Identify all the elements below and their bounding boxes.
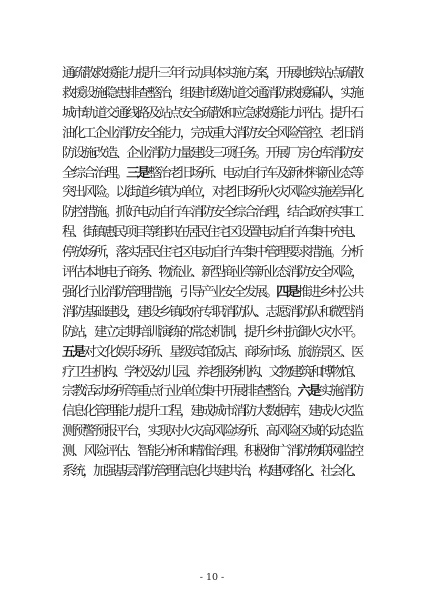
text-run: 实施消防 <box>318 384 362 400</box>
text-line <box>62 323 364 342</box>
text-line <box>62 303 364 322</box>
text-run: 城市轨道交通线路及站点安全疏散和应急救援能力评估。提升石 <box>62 105 362 121</box>
text-line <box>62 402 364 421</box>
text-line <box>62 223 364 242</box>
text-run: 系统，加强基层消防管理信息化共建共治，构建网络化、社会化、 <box>62 464 362 479</box>
text-run: 强化行业消防管理措施，引导产业安全发展。 <box>62 284 277 300</box>
text-line <box>62 442 364 461</box>
text-run: 测、风险评估、智能分析和精准治理。积极推广消防物联网监控 <box>62 444 362 460</box>
text-run: 消防基础建设，建设乡镇政府专职消防队、志愿消防队和微型消 <box>62 304 362 320</box>
page-number: - 10 - <box>199 572 225 583</box>
text-run: 疗卫生机构、学校及幼儿园、养老服务机构、文物建筑和博物馆、 <box>62 364 362 380</box>
text-run: 评估本地电子商务、物流业、新型商业等新业态消防安全风险， <box>62 265 362 280</box>
list-marker: 六是 <box>297 384 319 400</box>
text-line <box>62 243 364 262</box>
text-run: 通疏散救援能力提升三年行动具体实施方案，开展地铁站点疏散 <box>62 66 362 81</box>
text-run: 救援设施隐患排查整治，组建市级轨道交通消防救援编队，实施 <box>62 85 362 101</box>
list-marker: 五是 <box>62 344 84 360</box>
list-marker: 四是 <box>276 284 298 300</box>
text-line <box>62 462 364 481</box>
text-run: 油化工企业消防安全能力，完成重大消防安全风险管控、老旧消 <box>62 125 362 141</box>
text-line <box>62 84 364 103</box>
text-line <box>62 382 364 401</box>
text-line <box>62 343 364 362</box>
text-run: 全综合治理。 <box>62 165 127 181</box>
text-line <box>62 363 364 382</box>
text-run: 防站，建立定期培训演练的常态机制，提升乡村抗御火灾水平。 <box>62 324 362 340</box>
text-line <box>62 183 364 202</box>
text-line <box>62 124 364 143</box>
text-line <box>62 422 364 441</box>
text-line <box>62 263 364 282</box>
text-run: 推进乡村公共 <box>297 284 362 300</box>
text-run: 宗教活动场所等重点行业单位集中开展排查整治。 <box>62 384 298 400</box>
text-run: 整治老旧场所、电动自行车及新材料新业态等 <box>147 165 362 181</box>
text-run: 对文化娱乐场所、星级宾馆饭店、商场市场、旅游景区、医 <box>83 344 362 360</box>
text-line <box>62 64 364 83</box>
text-run: 测预警预报平台，实现对火灾高风险场所、高风险区域的动态监 <box>62 424 362 440</box>
text-run: 程、街镇惠民项目等组织在居民住宅区设置电动自行车集中充电、 <box>62 225 362 241</box>
list-marker: 三是 <box>126 165 148 181</box>
text-line <box>62 104 364 123</box>
text-line <box>62 164 364 183</box>
text-line <box>62 283 364 302</box>
text-run: 防控措施。抓好电动自行车消防安全综合治理，结合政府实事工 <box>62 205 362 221</box>
text-run: 防设施改造、企业消防力量建设三项任务。开展厂房仓库消防安 <box>62 145 362 161</box>
text-run: 停放场所，落实居民住宅区电动自行车集中管理要求措施。分析 <box>62 245 362 261</box>
text-line <box>62 203 364 222</box>
text-line <box>62 144 364 163</box>
text-run: 突出风险。以街道乡镇为单位，对老旧场所火灾风险实施差异化 <box>62 185 362 201</box>
text-run: 信息化管理能力提升工程，建成城市消防大数据库，建成火灾监 <box>62 404 362 420</box>
